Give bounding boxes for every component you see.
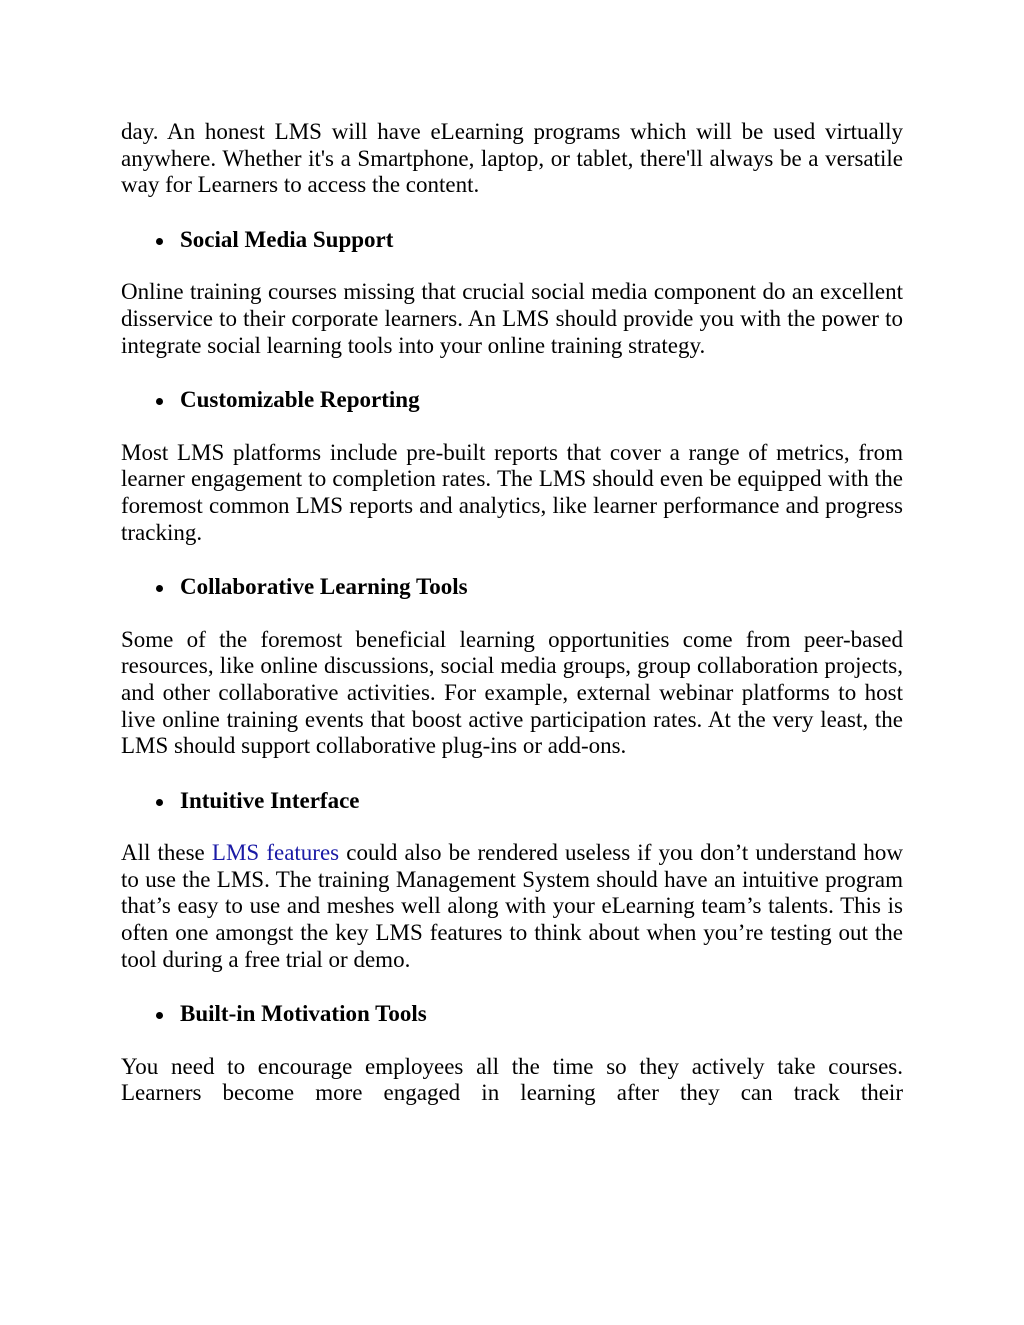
paragraph-motivation: You need to encourage employees all the time so they actively take courses. Learners become more engaged in learning after they can track their [121, 1053, 903, 1106]
bullet-icon [156, 1012, 163, 1019]
paragraph-interface-post: could also be rendered useless if you don’t understand how to use the LMS. The training Management System should have an intuitive program that’s easy to use and meshes well along with your eLearning team’s talents. This is often one amongst the key LMS features to think about when you’re testing out the tool during a free trial or demo. [121, 840, 904, 972]
heading-intuitive-interface [121, 788, 903, 815]
heading-collaborative-learning-tools [121, 574, 903, 601]
heading-text: Intuitive Interface [180, 787, 360, 813]
paragraph-interface [121, 840, 903, 973]
heading-built-in-motivation-tools [121, 1001, 903, 1028]
heading-customizable-reporting [121, 387, 903, 414]
paragraph-social-media: Online training courses missing that crucial social media component do an excellent disservice to their corporate learners. An LMS should provide you with the power to integrate social learning tools into your online training strategy. [121, 279, 903, 358]
heading-text: Built-in Motivation Tools [180, 1001, 427, 1027]
paragraph-device-access: day. An honest LMS will have eLearning programs which will be used virtually anywhere. Whether it's a Smartphone, laptop, or tablet, there'll always be a versatile way for Learners to access the content. [121, 119, 903, 198]
heading-text: Social Media Support [180, 226, 394, 252]
document-page [121, 119, 903, 1107]
bullet-icon [156, 585, 163, 592]
paragraph-collaborative: Some of the foremost beneficial learning opportunities come from peer-based resources, like online discussions, social media groups, group collaboration projects, and other collaborative activities. For example, external webinar platforms to host live online training events that boost active participation rates. At the very least, the LMS should support collaborative plug-ins or add-ons. [121, 626, 903, 759]
heading-text: Customizable Reporting [180, 387, 420, 413]
heading-text: Collaborative Learning Tools [180, 574, 468, 600]
bullet-icon [156, 799, 163, 806]
heading-social-media-support [121, 227, 903, 254]
paragraph-reporting: Most LMS platforms include pre-built reports that cover a range of metrics, from learner engagement to completion rates. The LMS should even be equipped with the foremost common LMS reports and analytics, like learner performance and progress tracking. [121, 439, 903, 545]
bullet-icon [156, 238, 163, 245]
lms-features-link[interactable]: LMS features [211, 840, 340, 866]
paragraph-interface-pre: All these [121, 840, 212, 866]
bullet-icon [156, 398, 163, 405]
